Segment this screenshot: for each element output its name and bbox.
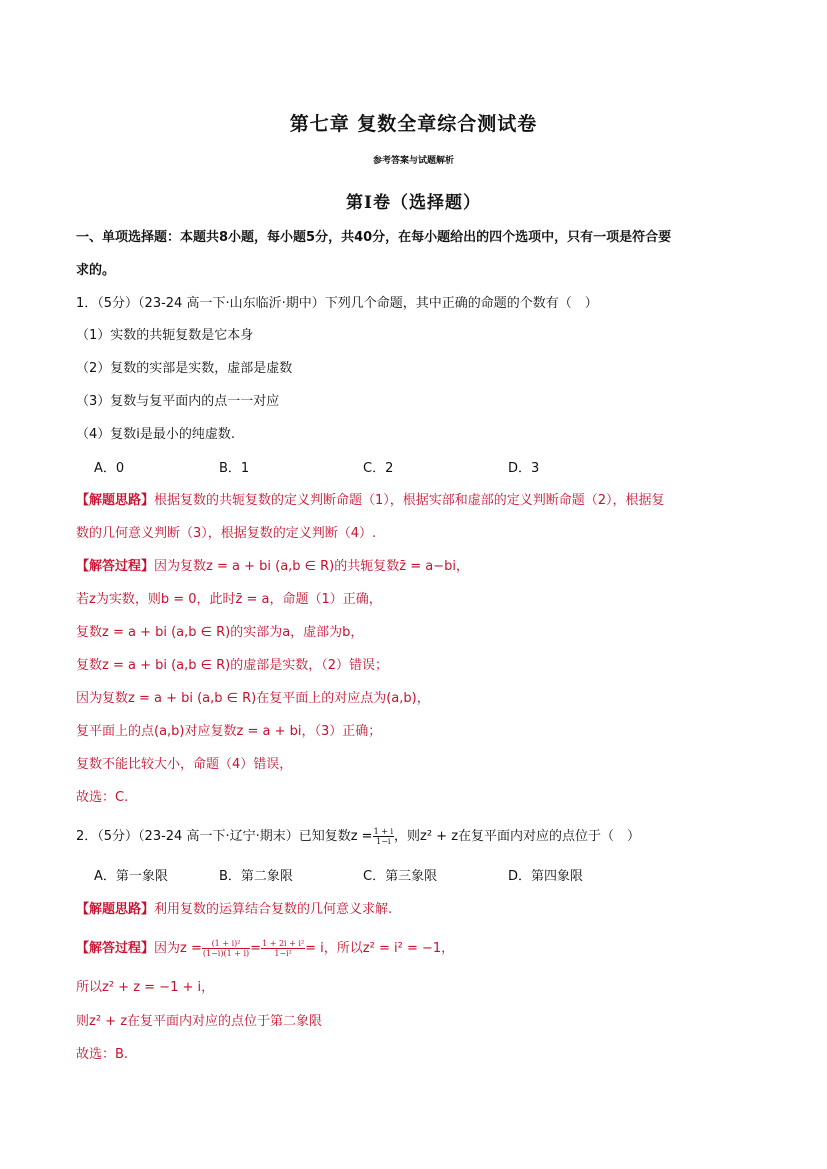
q2-option-b: B．第二象限: [219, 869, 293, 884]
q2-stem-fraction: [373, 827, 394, 846]
q2-option-a: A．第一象限: [94, 869, 168, 884]
q2-process-fraction-2-den: 1−i²: [274, 949, 292, 958]
q1-proposition-1: （1）实数的共轭复数是它本身: [76, 328, 254, 343]
q1-proposition-4: （4）复数i是最小的纯虚数.: [76, 427, 236, 442]
q2-process-fraction-1-num: (1 + i)²: [202, 939, 250, 949]
q1-answer: 故选：C.: [76, 790, 129, 805]
q1-process-label: 【解答过程】: [76, 559, 155, 574]
q2-process-eq: =: [250, 941, 262, 956]
q2-idea-line: [76, 901, 392, 919]
q2-answer: 故选：B.: [76, 1047, 129, 1062]
instructions-line-2: 求的。: [76, 263, 116, 278]
q1-proposition-2: （2）复数的实部是实数，虚部是虚数: [76, 361, 293, 376]
q1-idea-line-2: 数的几何意义判断（3），根据复数的定义判断（4）.: [76, 526, 377, 541]
q1-step-1: 若z为实数，则b = 0，此时z̄ = a，命题（1）正确，: [76, 592, 382, 607]
q2-stem-fraction-num: 1 + i: [373, 827, 394, 836]
q1-process-line-1: [76, 558, 469, 576]
q2-process-line-1: [76, 939, 454, 958]
q2-option-c: C．第三象限: [363, 869, 438, 884]
q2-process-fraction-1: [202, 939, 250, 958]
q1-step-6: 复数不能比较大小，命题（4）错误，: [76, 757, 293, 772]
q2-process-label: 【解答过程】: [76, 941, 155, 956]
q2-process-fraction-2-num: 1 + 2i + i²: [262, 939, 305, 948]
q1-step-5: 复平面上的点(a,b)对应复数z = a + bi，（3）正确；: [76, 724, 382, 739]
page-subtitle: 参考答案与试题解析: [372, 156, 454, 166]
q1-step-3: 复数z = a + bi (a,b ∈ R)的虚部是实数，（2）错误；: [76, 658, 388, 673]
q1-proposition-3: （3）复数与复平面内的点一一对应: [76, 394, 280, 409]
q1-option-d: D．3: [508, 461, 540, 476]
q1-idea-line-1: [76, 492, 665, 510]
q2-option-d: D．第四象限: [508, 869, 584, 884]
q1-option-a: A．0: [94, 461, 125, 476]
q2-process-pre: 因为z =: [154, 941, 202, 956]
q2-process-post: = i，所以z² = i² = −1，: [305, 941, 455, 956]
q2-step-2: 则z² + z在复平面内对应的点位于第二象限: [76, 1014, 323, 1029]
q1-idea-label: 【解题思路】: [76, 493, 155, 508]
q1-idea-text-1: 根据复数的共轭复数的定义判断命题（1），根据实部和虚部的定义判断命题（2），根据复: [154, 493, 665, 508]
q1-option-b: B．1: [219, 461, 250, 476]
q2-stem-fraction-den: 1−i: [376, 837, 391, 846]
q2-stem: [76, 827, 640, 846]
q2-step-1: 所以z² + z = −1 + i，: [76, 980, 215, 995]
q2-idea-text: 利用复数的运算结合复数的几何意义求解.: [154, 902, 393, 917]
page-title: 第七章 复数全章综合测试卷: [289, 113, 538, 135]
q2-stem-post: ，则z² + z在复平面内对应的点位于（ ）: [394, 829, 641, 844]
q2-stem-pre: 2．（5分）（23-24 高一下·辽宁·期末）已知复数z =: [76, 829, 373, 844]
section-heading: 第Ⅰ卷（选择题）: [346, 193, 481, 213]
q1-process-text-1: 因为复数z = a + bi (a,b ∈ R)的共轭复数z̄ = a−bi，: [154, 559, 469, 574]
q1-step-2: 复数z = a + bi (a,b ∈ R)的实部为a，虚部为b，: [76, 625, 364, 640]
instructions-line-1: 一、单项选择题：本题共8小题，每小题5分，共40分，在每小题给出的四个选项中，只有一项是符合要: [76, 230, 672, 245]
q2-idea-label: 【解题思路】: [76, 902, 155, 917]
q2-process-fraction-1-den: (1−i)(1 + i): [202, 949, 250, 958]
q1-option-c: C．2: [363, 461, 394, 476]
q1-stem: 1．（5分）（23-24 高一下·山东临沂·期中）下列几个命题，其中正确的命题的个数有（ ）: [76, 296, 598, 311]
q1-step-4: 因为复数z = a + bi (a,b ∈ R)在复平面上的对应点为(a,b)，: [76, 691, 430, 706]
q2-process-fraction-2: [261, 939, 305, 958]
